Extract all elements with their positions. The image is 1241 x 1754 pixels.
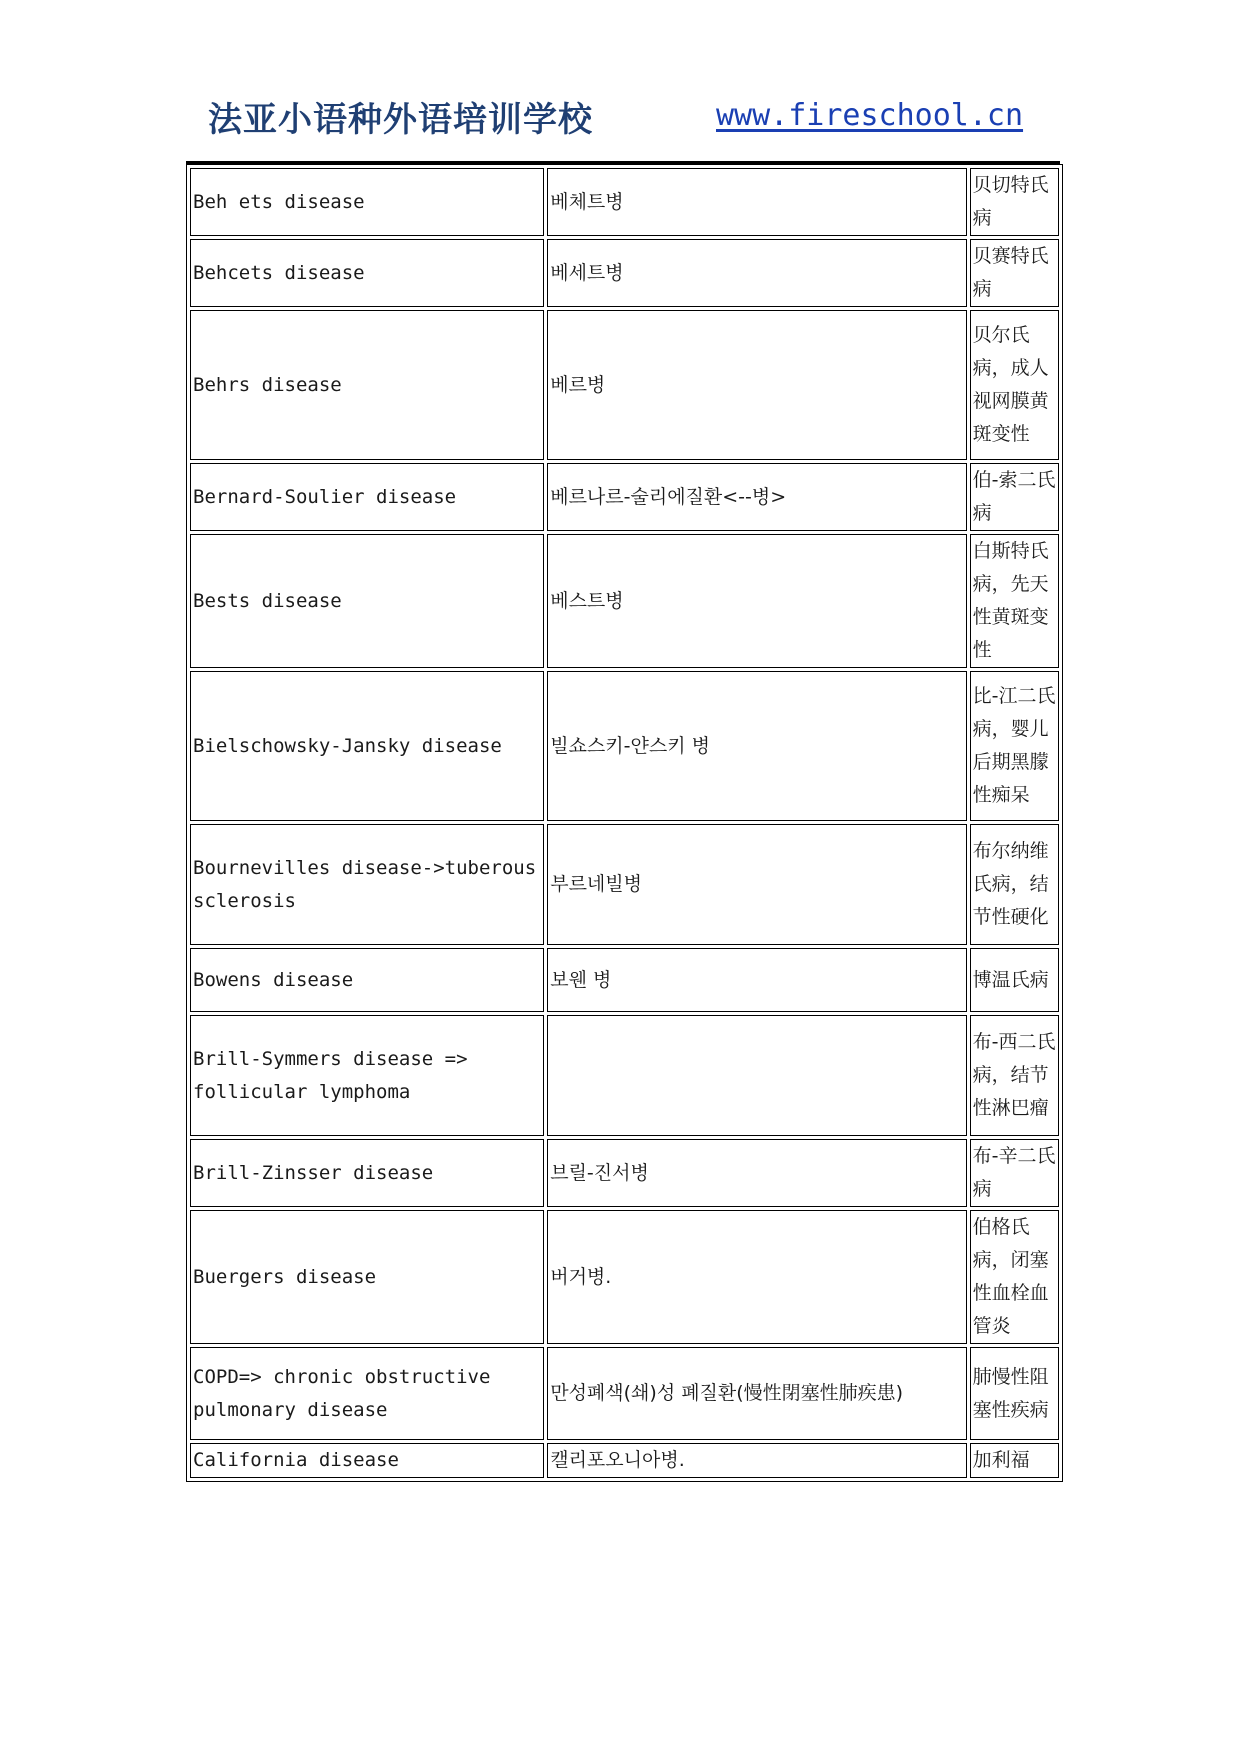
korean-term: 만성폐색(쇄)성 폐질환(慢性閉塞性肺疾患) xyxy=(547,1347,966,1440)
korean-term: 부르네빌병 xyxy=(547,824,966,945)
english-term: Buergers disease xyxy=(190,1210,544,1344)
korean-term xyxy=(547,1015,966,1136)
chinese-term: 贝赛特氏病 xyxy=(970,239,1059,307)
school-title: 法亚小语种外语培训学校 xyxy=(208,100,593,140)
korean-term: 캘리포오니아병. xyxy=(547,1443,966,1478)
english-term: Brill-Symmers disease => follicular lymphoma xyxy=(190,1015,544,1136)
korean-term: 베체트병 xyxy=(547,168,966,236)
page-header xyxy=(208,88,1038,138)
chinese-term: 伯格氏病，闭塞性血栓血管炎 xyxy=(970,1210,1059,1344)
korean-term: 베스트병 xyxy=(547,534,966,668)
english-term: Beh ets disease xyxy=(190,168,544,236)
english-term: Bowens disease xyxy=(190,948,544,1012)
table-row xyxy=(190,1443,1059,1478)
english-term: California disease xyxy=(190,1443,544,1478)
table-row xyxy=(190,310,1059,460)
korean-term: 빌쇼스키-얀스키 병 xyxy=(547,671,966,821)
korean-term: 베르병 xyxy=(547,310,966,460)
table-row xyxy=(190,534,1059,668)
table-row xyxy=(190,948,1059,1012)
disease-glossary-table xyxy=(186,164,1063,1482)
english-term: COPD=> chronic obstructive pulmonary disease xyxy=(190,1347,544,1440)
table-row xyxy=(190,1139,1059,1207)
korean-term: 버거병. xyxy=(547,1210,966,1344)
korean-term: 베르나르-술리에질환<--병> xyxy=(547,463,966,531)
table-row xyxy=(190,824,1059,945)
chinese-term: 贝尔氏病，成人视网膜黄斑变性 xyxy=(970,310,1059,460)
chinese-term: 比-江二氏病，婴儿后期黑朦性痴呆 xyxy=(970,671,1059,821)
english-term: Bournevilles disease->tuberous sclerosis xyxy=(190,824,544,945)
table-row xyxy=(190,1210,1059,1344)
chinese-term: 布-西二氏病，结节性淋巴瘤 xyxy=(970,1015,1059,1136)
english-term: Behrs disease xyxy=(190,310,544,460)
chinese-term: 博温氏病 xyxy=(970,948,1059,1012)
english-term: Behcets disease xyxy=(190,239,544,307)
english-term: Bests disease xyxy=(190,534,544,668)
chinese-term: 伯-索二氏病 xyxy=(970,463,1059,531)
table-row xyxy=(190,1015,1059,1136)
chinese-term: 贝切特氏病 xyxy=(970,168,1059,236)
english-term: Brill-Zinsser disease xyxy=(190,1139,544,1207)
table-row xyxy=(190,463,1059,531)
korean-term: 보웬 병 xyxy=(547,948,966,1012)
korean-term: 브릴-진서병 xyxy=(547,1139,966,1207)
korean-term: 베세트병 xyxy=(547,239,966,307)
english-term: Bielschowsky-Jansky disease xyxy=(190,671,544,821)
chinese-term: 布-辛二氏病 xyxy=(970,1139,1059,1207)
table-row xyxy=(190,239,1059,307)
table-row xyxy=(190,1347,1059,1440)
table-row xyxy=(190,168,1059,236)
school-url-link[interactable]: www.fireschool.cn xyxy=(716,98,1024,133)
chinese-term: 布尔纳维氏病，结节性硬化 xyxy=(970,824,1059,945)
chinese-term: 白斯特氏病，先天性黄斑变性 xyxy=(970,534,1059,668)
table-row xyxy=(190,671,1059,821)
chinese-term: 加利福 xyxy=(970,1443,1059,1478)
chinese-term: 肺慢性阻塞性疾病 xyxy=(970,1347,1059,1440)
english-term: Bernard-Soulier disease xyxy=(190,463,544,531)
